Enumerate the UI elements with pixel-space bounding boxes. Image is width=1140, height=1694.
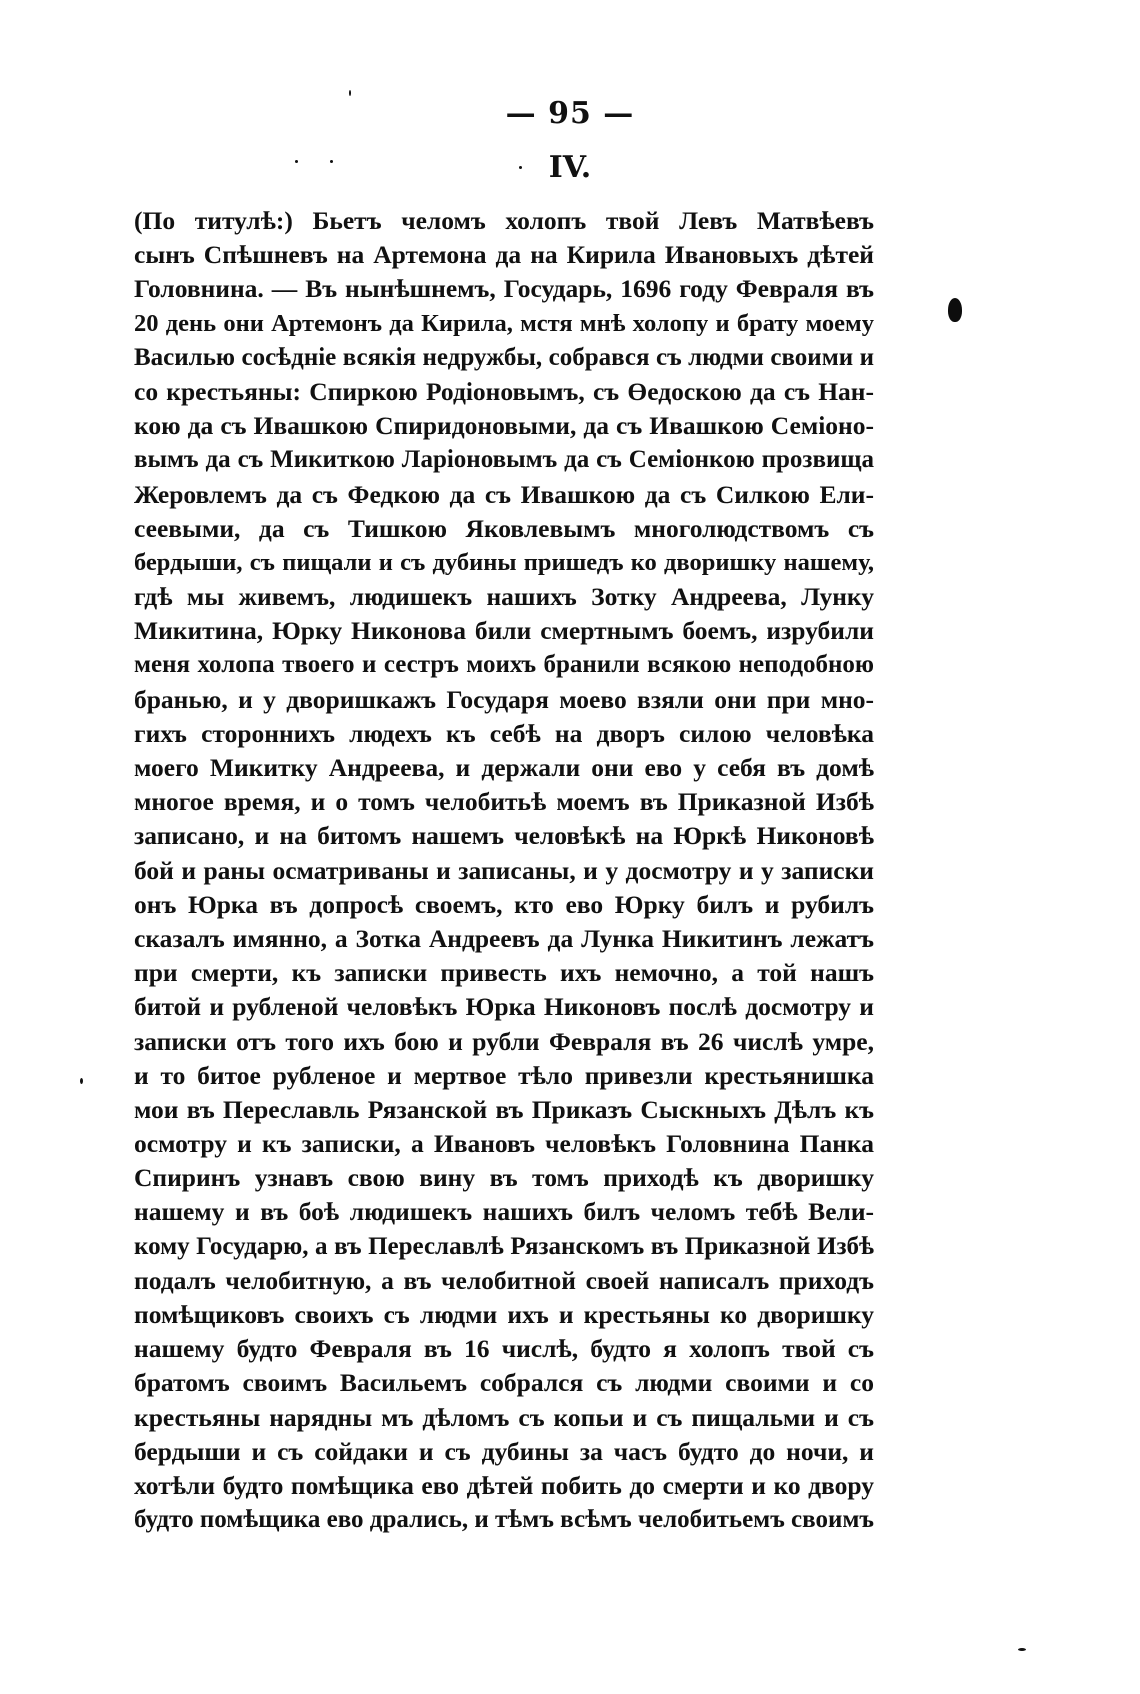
text-line: 20 день они Артемонъ да Кирила, мстя мнѣ холопу и брату моему xyxy=(134,309,874,337)
text-line: хотѣли будто помѣщика ево дѣтей побить до смерти и ко двору xyxy=(134,1470,874,1500)
page-number: — 95 — xyxy=(505,96,635,131)
text-line: бой и раны осматриваны и записаны, и у досмотру и у записки xyxy=(134,855,874,885)
text-line: сынъ Спѣшневъ на Артемона да на Кирила Ивановыхъ дѣтей xyxy=(134,240,874,270)
text-line: моего Микитку Андреева, и держали они ево у себя въ домѣ xyxy=(134,753,874,782)
text-line: и то битое рубленое и мертвое тѣло привезли крестьянишка xyxy=(134,1060,874,1090)
ink-speck xyxy=(349,90,351,96)
text-line: будто помѣщика ево дрались, и тѣмъ всѣмъ челобитьемъ своимъ xyxy=(134,1506,874,1534)
text-line: записки отъ того ихъ бою и рубли Февраля въ 26 числѣ умре, xyxy=(134,1026,874,1056)
text-line: со крестьяны: Спиркою Родіоновымъ, съ Өедоскою да съ Нан- xyxy=(134,376,874,406)
ink-speck xyxy=(330,160,333,163)
text-line: нашему и въ боѣ людишекъ нашихъ билъ челомъ тебѣ Вели- xyxy=(134,1197,874,1227)
text-line: сеевыми, да съ Тишкою Яковлевымъ многолюдствомъ съ xyxy=(134,513,874,543)
text-line: Спиринъ узнавъ свою вину въ томъ приходѣ къ дворишку xyxy=(134,1163,874,1193)
text-line: гдѣ мы живемъ, людишекъ нашихъ Зотку Андреева, Лунку xyxy=(134,582,874,612)
ink-speck xyxy=(295,160,298,163)
text-line: Жеровлемъ да съ Федкою да съ Ивашкою да съ Силкою Ели- xyxy=(134,479,874,509)
ink-blot xyxy=(948,298,962,322)
text-line: бранью, и у дворишкажъ Государя моево взяли они при мно- xyxy=(134,684,874,714)
text-line: меня холопа твоего и сестръ моихъ бранили всякою неподобною xyxy=(134,651,874,679)
text-line: онъ Юрка въ допросѣ своемъ, кто ево Юрку билъ и рубилъ xyxy=(134,889,874,919)
text-line: нашему будто Февраля въ 16 числѣ, будто я холопъ твой съ xyxy=(134,1334,874,1364)
text-line: бердыши и съ сойдаки и съ дубины за часъ будто до ночи, и xyxy=(134,1436,874,1466)
text-line: при смерти, къ записки привесть ихъ немочно, а той нашъ xyxy=(134,958,874,988)
ink-speck xyxy=(80,1078,83,1084)
text-line: гихъ стороннихъ людехъ къ себѣ на дворъ силою человѣка xyxy=(134,718,874,748)
text-line: братомъ своимъ Васильемъ собрался съ людми своими и со xyxy=(134,1368,874,1398)
text-line: Головнина. — Въ нынѣшнемъ, Государь, 1696 году Февраля въ xyxy=(134,274,874,304)
text-line: Василью сосѣдніе всякія недружбы, собрався съ людми своими и xyxy=(134,343,874,371)
body-text xyxy=(134,204,874,1537)
text-line: сказалъ имянно, а Зотка Андреевъ да Лунка Никитинъ лежатъ xyxy=(134,923,874,953)
text-line: записано, и на битомъ нашемъ человѣкѣ на Юркѣ Никоновѣ xyxy=(134,821,874,851)
text-line: Микитина, Юрку Никонова били смертнымъ боемъ, изрубили xyxy=(134,616,874,646)
ink-speck xyxy=(1018,1648,1026,1651)
text-line: бердыши, съ пищали и съ дубины пришедъ ко дворишку нашему, xyxy=(134,548,874,576)
text-line: крестьяны нарядны мъ дѣломъ съ копьи и съ пищальми и съ xyxy=(134,1402,874,1432)
text-line: осмотру и къ записки, а Ивановъ человѣкъ Головнина Панка xyxy=(134,1129,874,1159)
text-line: мои въ Переславль Рязанской въ Приказъ Сыскныхъ Дѣлъ къ xyxy=(134,1094,874,1124)
text-line: многое время, и о томъ челобитьѣ моемъ въ Приказной Избѣ xyxy=(134,787,874,817)
section-numeral: IV. xyxy=(548,150,592,185)
text-line: помѣщиковъ своихъ съ людми ихъ и крестьяны ко дворишку xyxy=(134,1300,874,1329)
text-line: вымъ да съ Микиткою Ларіоновымъ да съ Семіонкою прозвища xyxy=(134,446,874,474)
text-line: подалъ челобитную, а въ челобитной своей написалъ приходъ xyxy=(134,1265,874,1295)
text-line: кою да съ Ивашкою Спиридоновыми, да съ Ивашкою Семіоно- xyxy=(134,411,874,441)
text-line: кому Государю, а въ Переславлѣ Рязанскомъ въ Приказной Избѣ xyxy=(134,1232,874,1260)
text-line: битой и рубленой человѣкъ Юрка Никоновъ послѣ досмотру и xyxy=(134,992,874,1022)
text-line: (По титулѣ:) Бьетъ челомъ холопъ твой Левъ Матвѣевъ xyxy=(134,206,874,235)
ink-speck xyxy=(519,166,522,169)
